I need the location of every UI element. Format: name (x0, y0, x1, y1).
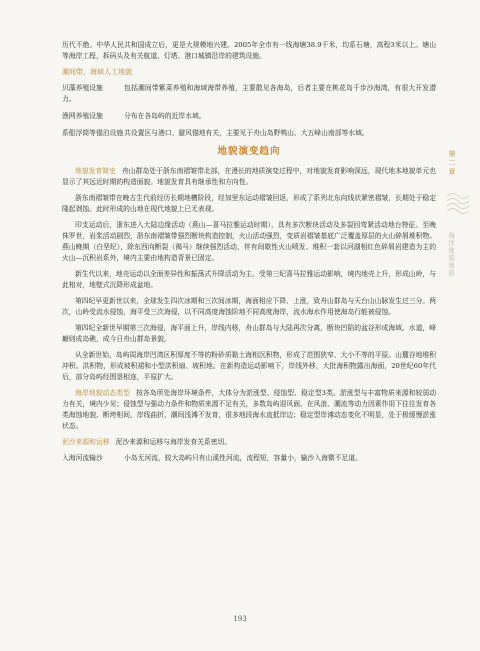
section-heading-tidal: 潮间带、海域人工地貌 (62, 68, 132, 76)
term-text: 小岛无河流，较大岛屿只有山溪性河流，流程短，容量小，输沙入海微不足道。 (124, 454, 362, 462)
term-label: 入海河流输沙 (62, 454, 103, 462)
subsection-text: 泥沙来源和运移与海岸发育关系密切。 (115, 438, 232, 446)
intro-paragraph: 历代不绝。中华人民共和国成立后，更是大规模地兴建。2005年全市有一线海塘38.9千米，均系石塘，高程3米以上。塘山等海岸工程，拆码头及有关航道、灯塔、港口城镇沿岸的建筑设施。 (62, 41, 436, 60)
page-content (62, 40, 436, 469)
body-paragraph (62, 388, 436, 432)
page-number: 193 (233, 615, 247, 623)
chapter-sidebar (443, 150, 469, 310)
term-label: 贝藻养殖设施 (62, 84, 103, 92)
paragraph-text: 按各岛所处海岸环境条件，大体分为淤涨型、侵蚀型、稳定型3类。淤涨型与丰富物质来源和较弱动力有关，境内少见；侵蚀型与强动力条件和物质来源不足有关，多数岛屿迎风面、在风浪、潮流等动力因素作用下往往发育各类海蚀地貌、断垮相间，岸线曲折，潮间浅滩不发育，很多地段海水直抵岸边；稳定型岸滩动态变化不明显，处于极缓慢淤涨状态。 (62, 389, 437, 430)
list-item (62, 111, 436, 122)
list-item (62, 83, 436, 105)
wave-decoration-icon (445, 190, 471, 218)
list-item (62, 128, 436, 139)
paragraph-text: 舟山群岛处于浙东南褶皱带北部，在漫长的地质演变过程中，对地貌发育影响深远，现代地本地貌单元也显示了其远近时期的构造面貌。地貌发育具有继承性和方向性。 (62, 167, 437, 186)
paragraph-lead: 地貌发育简史 (75, 167, 116, 175)
body-paragraph: 第四纪早更新世以来，全球发生四次冰期和三次间冰期，海面相应下降、上涨，致舟山群岛与天台山山脉发生过三分。两次，山岭受流水侵蚀，海平受三次海侵，以不同高度海蚀阶地不同高度海岸，流水海水作用使海岛行能被侵蚀。 (62, 297, 436, 316)
subsection-paragraph (62, 437, 436, 448)
body-paragraph: 印支运动后，浙东进入大陆边缘活动（燕山—喜马拉雅运动时期），具有多次断块活动及多裂回弯紧活动地台特征。至晚侏罗世，岩浆活动剧烈，浙东南褶皱带强烈断块构造控制，火山活动强烈，变质岩褶皱基底广泛覆盖厚层的火山碎屑堆积物。燕山晚期（白垩纪），除东西向断裂（褐马）继续强烈活动，伴有间歇性火山喷发、堆积一套以河湖相红色碎屑岩建造为主的火山—沉积岩系外，境内主要由地构造背景已固定。 (62, 221, 436, 262)
section-title: 地貌演变趋向 (217, 146, 281, 157)
term-text: 包括潮间带紫菜养殖和海域海带养殖，主要散见各海岛，后者主要在桃花岛千步沙海湾，有很大开发潜力。 (62, 84, 436, 103)
chapter-topic: 海洋地貌地质 (447, 232, 455, 277)
chapter-label: 第二章 (448, 150, 456, 177)
body-paragraph: 浙东南褶皱带在晚古生代前经历长期地槽阶段，经加里东运动褶皱回返，形成了系列北东向线状紧密褶皱，长期处于稳定隆起剥蚀。此时形成的山地在现代地貌上已无表现。 (62, 194, 436, 213)
list-item (62, 453, 436, 464)
body-paragraph: 第四纪全新世早期第三次海侵，海平面上升，岸线内移，舟山群岛与大陆再次分离，断块凹陷的盆谷形成海域、水道，峰巅则成岛礁，成今日舟山群岛景貌。 (62, 324, 436, 343)
term-text: 共设置区与港口、避风锚地有关，主要见于舟山岛野鸭山、大五峰山南部等水域。 (124, 129, 369, 137)
term-label: 系船浮筒等锚泊设施 (62, 129, 124, 137)
body-paragraph: 新生代以来，地壳运动以全面差异性和振荡式升降活动为主。受第三纪喜马拉雅运动影响，境内地壳上升，形成山岭，与此相对，地壁式沉降形成盆地。 (62, 270, 436, 289)
term-text: 分布在各岛屿的近岸水域。 (124, 112, 206, 120)
body-paragraph (62, 166, 436, 188)
body-paragraph: 从全新世始，岛屿周海岸凹湾区积厚度不等的粉砂质黏土海相沉积物，形成了范围狭窄、大小不等的平原。山麓谷地堆积冲积、洪积物，形成坡积裙和小型洪积扇、坡积地。在新构造运动影响下，岸线外移，大批海积物露出海面，20世纪60年代后，部分岛屿经围垦相连，平原扩大。 (62, 351, 436, 381)
paragraph-lead: 海岸地貌动态类型 (75, 389, 131, 397)
subsection-heading: 泥沙来源和运移 (62, 438, 110, 446)
term-label: 渔网养殖设施 (62, 112, 103, 120)
